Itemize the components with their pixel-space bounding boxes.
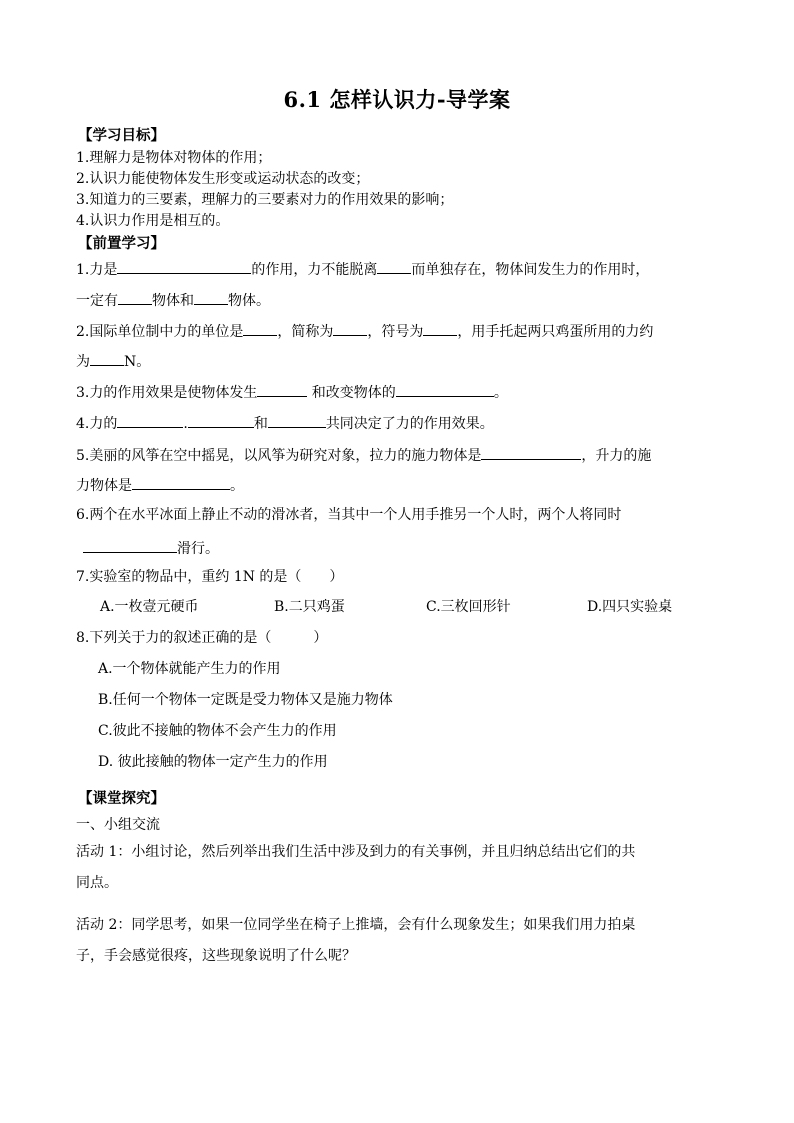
question-1-line-2 [76, 288, 270, 311]
blank-answer[interactable] [396, 380, 494, 397]
goal-item-2: 2.认识力能使物体发生形变或运动状态的改变； [76, 171, 370, 187]
question-5-text-b: ，升力的施 [581, 448, 652, 464]
activity-1-line-1: 活动 1：小组讨论，然后列举出我们生活中涉及到力的有关事例，并且归纳总结出它们的共 [76, 844, 636, 860]
question-8-option-b[interactable]: B.任何一个物体一定既是受力物体又是施力物体 [98, 692, 393, 708]
blank-answer[interactable] [268, 411, 326, 428]
question-6-line-1: 6.两个在水平冰面上静止不动的滑冰者，当其中一个人用手推另一个人时，两个人将同时 [76, 507, 622, 523]
heading-preview: 【前置学习】 [78, 235, 165, 252]
question-6-text-b: 滑行。 [177, 541, 219, 557]
blank-answer[interactable] [194, 288, 228, 305]
question-5-text-d: 。 [230, 478, 244, 494]
question-4-text-a: 4.力的 [76, 416, 118, 432]
question-2-line-1 [76, 319, 653, 342]
question-1-text-b: 的作用，力不能脱离 [251, 262, 378, 278]
question-7-option-b[interactable]: B.二只鸡蛋 [274, 599, 345, 615]
goal-item-4: 4.认识力作用是相互的。 [76, 213, 230, 229]
question-8-stem: 8.下列关于力的叙述正确的是（ ） [76, 630, 328, 646]
question-1-line-1 [76, 257, 649, 280]
question-7-stem: 7.实验室的物品中，重约 1N 的是（ ） [76, 569, 344, 585]
activity-1-line-2: 同点。 [76, 875, 118, 891]
heading-class: 【课堂探究】 [78, 790, 165, 807]
blank-answer[interactable] [423, 319, 457, 336]
question-2-text-b: ，简称为 [277, 324, 334, 340]
question-8-option-d[interactable]: D. 彼此接触的物体一定产生力的作用 [98, 754, 328, 770]
blank-answer[interactable] [118, 288, 152, 305]
question-6-line-2 [83, 536, 219, 559]
question-5-line-2 [76, 473, 244, 496]
question-7-option-c[interactable]: C.三枚回形针 [426, 599, 511, 615]
question-4-text-b: . [183, 416, 188, 432]
question-2-text-d: ，用手托起两只鸡蛋所用的力约 [457, 324, 654, 340]
question-1-text-a: 1.力是 [76, 262, 118, 278]
blank-answer[interactable] [83, 536, 177, 553]
blank-answer[interactable] [188, 411, 254, 428]
heading-goals: 【学习目标】 [78, 127, 165, 144]
question-4 [76, 411, 494, 434]
question-5-text-a: 5.美丽的风筝在空中摇晃，以风筝为研究对象，拉力的施力物体是 [76, 448, 482, 464]
page-title: 6.1 怎样认识力-导学案 [283, 87, 511, 112]
goal-item-3: 3.知道力的三要素，理解力的三要素对力的作用效果的影响； [76, 192, 454, 208]
question-3-text-c: 。 [493, 385, 508, 401]
question-5-line-1 [76, 443, 651, 466]
question-1-text-f: 物体。 [228, 293, 270, 309]
question-3-text-a: 3.力的作用效果是使物体发生 [76, 385, 258, 401]
question-3 [76, 380, 508, 403]
blank-answer[interactable] [481, 443, 581, 460]
blank-answer[interactable] [243, 319, 277, 336]
blank-answer[interactable] [117, 411, 183, 428]
question-8-option-a[interactable]: A.一个物体就能产生力的作用 [98, 661, 281, 677]
goal-item-1: 1.理解力是物体对物体的作用； [76, 150, 272, 166]
question-7-option-d[interactable]: D.四只实验桌 [587, 599, 673, 615]
subheading-group-talk: 一、小组交流 [76, 817, 160, 833]
blank-answer[interactable] [117, 257, 251, 274]
question-2-text-e: 为 [76, 354, 90, 370]
blank-answer[interactable] [132, 473, 230, 490]
question-5-text-c: 力物体是 [76, 478, 132, 494]
question-4-text-d: 共同决定了力的作用效果。 [325, 416, 494, 432]
blank-answer[interactable] [377, 257, 411, 274]
question-7-option-a[interactable]: A.一枚壹元硬币 [100, 599, 199, 615]
blank-answer[interactable] [333, 319, 367, 336]
question-2-line-2 [76, 349, 150, 372]
question-1-text-c: 而单独存在，物体间发生力的作用时， [411, 262, 650, 278]
question-3-text-b: 和改变物体的 [307, 385, 396, 401]
question-2-text-f: N。 [124, 354, 151, 370]
question-2-text-c: ，符号为 [367, 324, 424, 340]
activity-2-line-2: 子，手会感觉很疼，这些现象说明了什么呢？ [76, 948, 356, 964]
question-1-text-e: 物体和 [152, 293, 194, 309]
question-8-option-c[interactable]: C.彼此不接触的物体不会产生力的作用 [98, 723, 337, 739]
question-1-text-d: 一定有 [76, 293, 118, 309]
blank-answer[interactable] [257, 380, 307, 397]
question-2-text-a: 2.国际单位制中力的单位是 [76, 324, 244, 340]
question-4-text-c: 和 [253, 416, 268, 432]
blank-answer[interactable] [90, 349, 124, 366]
activity-2-line-1: 活动 2：同学思考，如果一位同学坐在椅子上推墙，会有什么现象发生；如果我们用力拍桌 [76, 917, 636, 933]
